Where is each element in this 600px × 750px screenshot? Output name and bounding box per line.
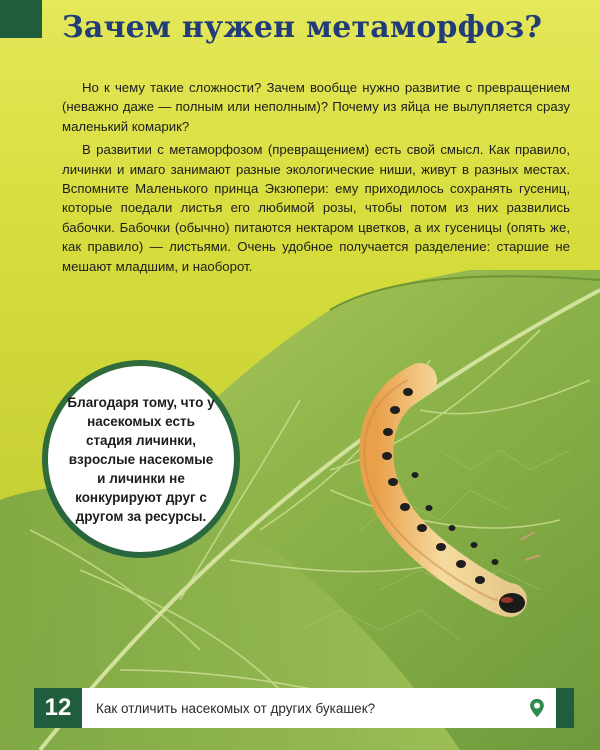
page-title: Зачем нужен метаморфоз? <box>62 10 543 45</box>
body-text <box>62 78 570 280</box>
page-number: 12 <box>34 688 82 728</box>
callout-bubble <box>48 366 234 552</box>
footer-bar <box>82 688 556 728</box>
book-title: Как отличить насекомых от других букашек? <box>96 700 376 716</box>
paragraph-1: Но к чему такие сложности? Зачем вообще нужно развитие с превращением (неважно даже — полным или неполным)? Почему из яйца не вылупляется сразу маленький комарик? <box>62 80 570 134</box>
corner-tab <box>0 0 42 38</box>
map-pin-icon <box>526 697 548 719</box>
paragraph-2: В развитии с метаморфозом (превращением) есть свой смысл. Как правило, личинки и имаго занимают разные экологические ниши, живут в разных местах. Вспомните Маленького принца Экзюпери: ему приходилось сохранять гусениц, которые поедали листья его любимой розы, чтобы потом из них развились бабочки. Бабочки (обычно) питаются нектаром цветков, а их гусеницы (опять же, как правило) — листьями. Очень удобное получается разделение: старшие не мешают младшим, и наоборот. <box>62 142 570 274</box>
footer-edge <box>556 688 574 728</box>
page-footer <box>0 688 600 732</box>
callout-text: Благодаря тому, что у насекомых есть стадия личинки, взрослые насекомые и личинки не конкурируют друг с другом за ресурсы. <box>67 394 215 524</box>
